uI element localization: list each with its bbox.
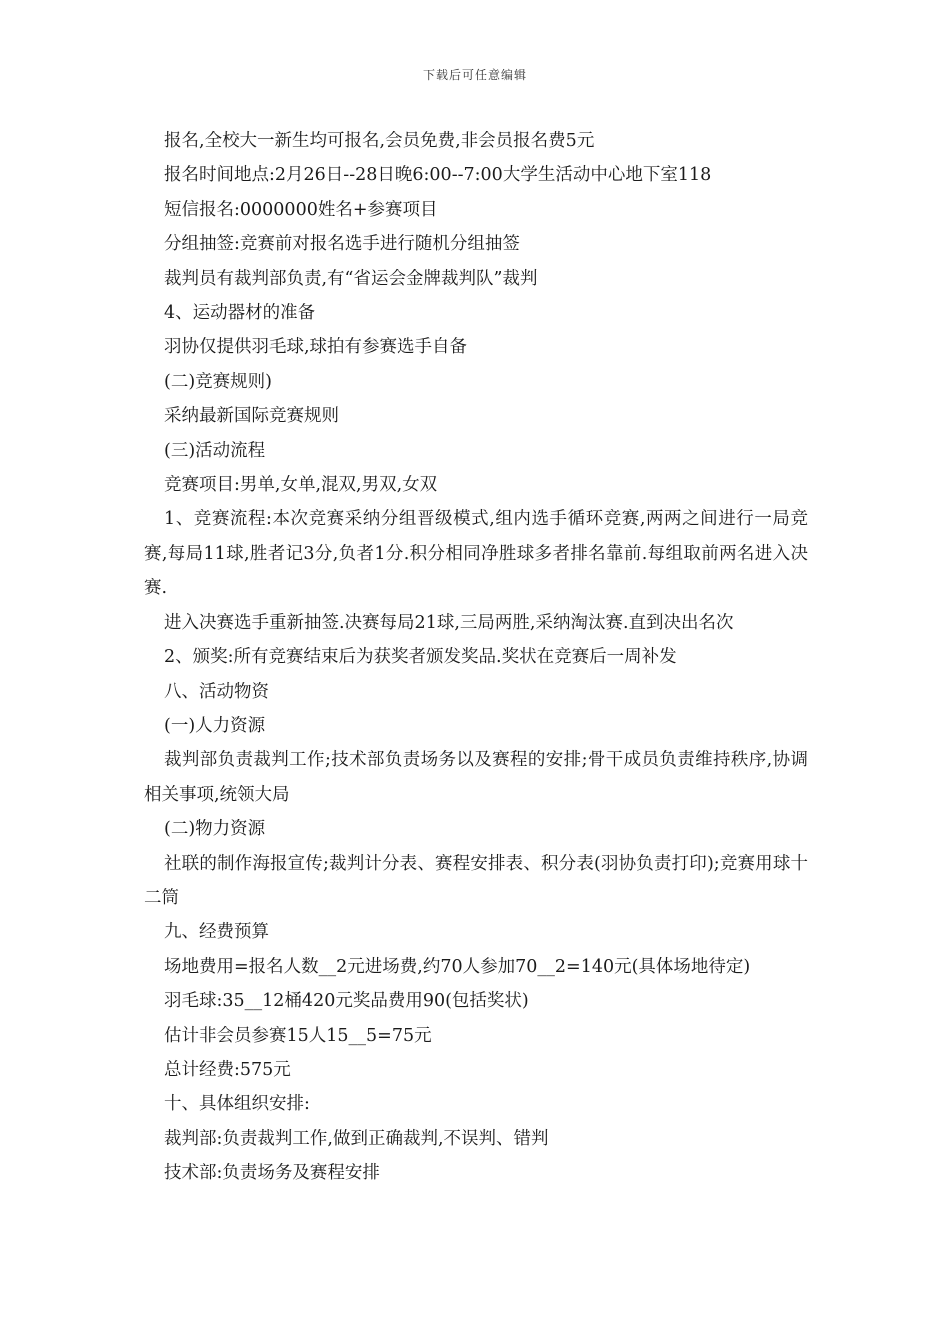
paragraph: 报名时间地点:2月26日--28日晚6:00--7:00大学生活动中心地下室118 bbox=[164, 165, 712, 186]
paragraph: 短信报名:0000000姓名+参赛项目 bbox=[164, 199, 438, 220]
section-heading: 八、活动物资 bbox=[164, 681, 269, 702]
paragraph: 社联的制作海报宣传;裁判计分表、赛程安排表、积分表(羽协负责打印);竞赛用球十二筒 bbox=[144, 853, 808, 908]
paragraph: 裁判部:负责裁判工作,做到正确裁判,不误判、错判 bbox=[164, 1128, 549, 1149]
paragraph: 总计经费:575元 bbox=[164, 1059, 291, 1080]
section-heading: (二)物力资源 bbox=[164, 819, 266, 840]
paragraph: 竞赛项目:男单,女单,混双,男双,女双 bbox=[164, 475, 438, 496]
paragraph: 采纳最新国际竞赛规则 bbox=[164, 406, 339, 427]
paragraph: 技术部:负责场务及赛程安排 bbox=[164, 1163, 380, 1184]
paragraph: 报名,全校大一新生均可报名,会员免费,非会员报名费5元 bbox=[164, 131, 595, 151]
paragraph: 裁判员有裁判部负责,有“省运会金牌裁判队”裁判 bbox=[164, 268, 538, 289]
section-heading: (一)人力资源 bbox=[164, 715, 266, 736]
section-heading: (三)活动流程 bbox=[164, 440, 266, 461]
paragraph: 估计非会员参赛15人15__5=75元 bbox=[164, 1025, 432, 1046]
paragraph: 分组抽签:竞赛前对报名选手进行随机分组抽签 bbox=[164, 234, 520, 255]
paragraph: 场地费用=报名人数__2元进场费,约70人参加70__2=140元(具体场地待定) bbox=[164, 956, 751, 977]
paragraph: 进入决赛选手重新抽签.决赛每局21球,三局两胜,采纳淘汰赛.直到决出名次 bbox=[164, 612, 734, 633]
section-heading: 4、运动器材的准备 bbox=[164, 303, 316, 324]
paragraph: 裁判部负责裁判工作;技术部负责场务以及赛程的安排;骨干成员负责维持秩序,协调相关事项,统领大局 bbox=[144, 750, 808, 805]
paragraph: 1、竞赛流程:本次竞赛采纳分组晋级模式,组内选手循环竞赛,两两之间进行一局竞赛,每局11球,胜者记3分,负者1分.积分相同净胜球多者排名靠前.每组取前两名进入决赛. bbox=[144, 509, 808, 599]
paragraph: 羽毛球:35__12桶420元奖品费用90(包括奖状) bbox=[164, 991, 529, 1012]
document-body bbox=[144, 124, 808, 1191]
section-heading: 十、具体组织安排: bbox=[164, 1094, 310, 1115]
section-heading: 九、经费预算 bbox=[164, 922, 269, 943]
header-note: 下载后可任意编辑 bbox=[422, 68, 527, 82]
paragraph: 2、颁奖:所有竞赛结束后为获奖者颁发奖品.奖状在竞赛后一周补发 bbox=[164, 647, 677, 668]
paragraph: 羽协仅提供羽毛球,球拍有参赛选手自备 bbox=[164, 337, 468, 358]
section-heading: (二)竞赛规则) bbox=[164, 371, 272, 392]
